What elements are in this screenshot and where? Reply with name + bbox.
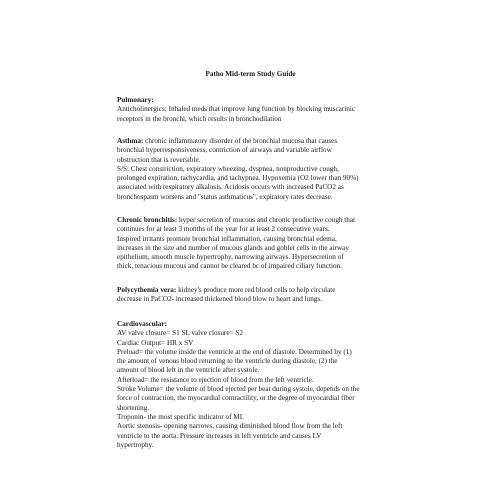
section-pulmonary bbox=[117, 96, 407, 124]
cardiovascular-heading: Cardiovascular: bbox=[117, 320, 167, 328]
bronchitis-line: thick, tenacious mucous and cannot be cleared bc of impaired ciliary function. bbox=[117, 262, 342, 271]
cardiovascular-line: hypertrophy. bbox=[117, 440, 154, 449]
asthma-line: associated with respiratory alkalosis. Acidosis occurs with increased PaCO2 as bbox=[117, 183, 344, 192]
pulmonary-heading: Pulmonary: bbox=[117, 96, 154, 104]
section-chronic-bronchitis bbox=[117, 216, 407, 272]
bronchitis-line: increases in the size and number of mucous glands and goblet cells in the airway bbox=[117, 243, 349, 252]
section-polycythemia bbox=[117, 286, 407, 305]
bronchitis-term: Chronic bronchitis: bbox=[117, 216, 178, 224]
cardiovascular-line: ventricle to the aorta. Pressure increases in left ventricle and causes LV bbox=[117, 431, 322, 440]
asthma-line: bronchial hyperresponsiveness, contriction of airways and variable airflow bbox=[117, 146, 332, 155]
section-asthma bbox=[117, 137, 407, 202]
asthma-definition-start: chronic inflammatory disorder of the bronchial mucosa that causes bbox=[143, 137, 338, 145]
cardiovascular-line: Afterload= the resistance to ejection of blood from the left ventricle. bbox=[117, 375, 314, 384]
cardiovascular-line: Troponin- the most specific indicator of MI. bbox=[117, 412, 244, 421]
pulmonary-line: Anticholinergics: Inhaled meds that improve lung function by blocking muscarinic bbox=[117, 105, 356, 114]
bronchitis-line: epithelium, smooth muscle hypertrophy, narrowing airways. Hypersecretion of bbox=[117, 253, 344, 262]
asthma-line: obstruction that is reversible. bbox=[117, 155, 201, 164]
cardiovascular-line: amount of blood left in the ventricle after systole. bbox=[117, 366, 260, 375]
cardiovascular-line: shortening. bbox=[117, 403, 150, 412]
cardiovascular-line: Preload= the volume inside the ventricle at the end of diastole. Determined by (1) bbox=[117, 347, 352, 356]
asthma-term: Asthma: bbox=[117, 137, 144, 145]
bronchitis-line: continues for at least 3 months of the year for at least 2 consecutive years. bbox=[117, 225, 330, 234]
polycythemia-term: Polycythemia vera: bbox=[117, 286, 177, 294]
document-title: Patho Mid-term Study Guide bbox=[205, 70, 296, 78]
cardiovascular-line: Cardiac Output= HR x SV bbox=[117, 338, 194, 347]
bronchitis-first-line bbox=[117, 216, 407, 225]
section-cardiovascular bbox=[117, 320, 407, 450]
polycythemia-first-line bbox=[117, 286, 407, 295]
cardiovascular-line: force of contraction, the myocardial contractility, or the degree of myocardial fiber bbox=[117, 394, 355, 403]
asthma-line: S/S: Chest constriction, expiratory wheezing, dyspnea, nonproductive cough, bbox=[117, 164, 339, 173]
cardiovascular-line: Stroke Volume= the volume of blood ejected per beat during systole, depends on the bbox=[117, 385, 360, 394]
pulmonary-line: receptors in the bronchi, which results in bronchodilation bbox=[117, 114, 282, 123]
cardiovascular-line: AV valve closure= S1 SL valve closure= S2 bbox=[117, 329, 243, 338]
bronchitis-line: Inspired irritants promote bronchial inflammation, causing bronchial edema, bbox=[117, 234, 337, 243]
asthma-line: prolonged expiration, tachycardia, and tachypnea. Hypoxemia (O2 lower than 90%) bbox=[117, 174, 359, 183]
asthma-first-line bbox=[117, 137, 407, 146]
asthma-line: bronchospasm worsens and "status asthmaticus", expiratory rates decrease. bbox=[117, 192, 333, 201]
cardiovascular-line: Aortic stenosis- opening narrows, causing diminished blood flow from the left bbox=[117, 422, 343, 431]
polycythemia-definition-start: kidney's produce more red blood cells to help circulate bbox=[176, 286, 336, 294]
bronchitis-definition-start: hyper secretion of mucous and chronic productive cough that bbox=[177, 216, 356, 224]
polycythemia-line: decrease in PaCO2- increased thickened blood blow to heart and lungs. bbox=[117, 295, 322, 304]
cardiovascular-line: the amount of venous blood returning to the ventricle during diastole, (2) the bbox=[117, 357, 338, 366]
